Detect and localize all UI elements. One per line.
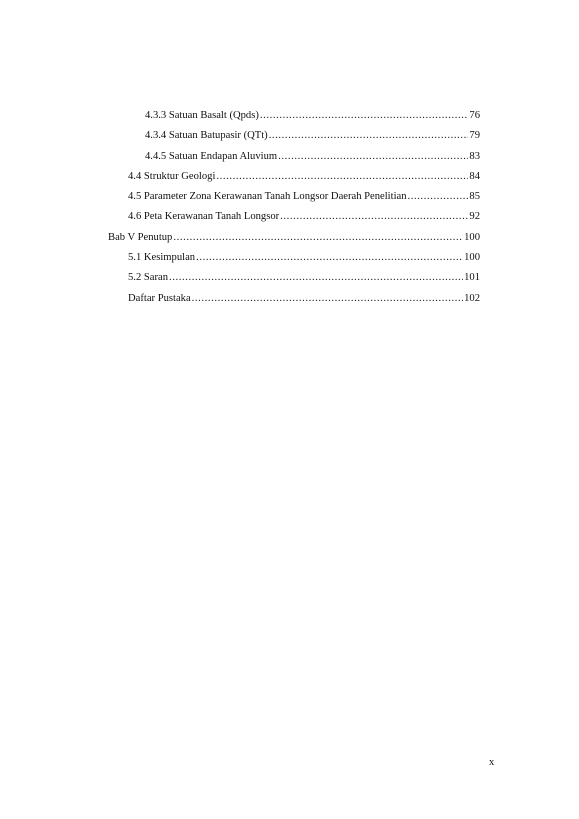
dot-leader (169, 272, 463, 284)
toc-entry-title: 4.3.4 Satuan Batupasir (QTt) (145, 130, 268, 142)
toc-entry-page: 83 (469, 150, 480, 162)
dot-leader (173, 232, 463, 244)
toc-entry[interactable] (108, 171, 480, 191)
toc-entry-page: 85 (469, 191, 480, 203)
toc-entry-title: 4.3.3 Satuan Basalt (Qpds) (145, 110, 259, 121)
page-number: x (489, 757, 495, 768)
toc-entry[interactable] (108, 252, 480, 272)
toc-entry-page: 84 (469, 170, 480, 182)
toc-entry-page: 101 (464, 272, 480, 284)
toc-entry[interactable] (108, 151, 480, 171)
toc-entry-title: Bab V Penutup (108, 231, 173, 243)
toc-entry-page: 79 (469, 130, 480, 142)
toc-entry-page: 92 (469, 211, 480, 223)
dot-leader (280, 211, 468, 223)
toc-entry[interactable] (108, 130, 480, 150)
toc-entry[interactable] (108, 191, 480, 211)
toc-entry-page: 100 (464, 231, 480, 243)
dot-leader (278, 151, 468, 163)
toc-entry-title: Daftar Pustaka (128, 292, 191, 304)
dot-leader (260, 110, 469, 122)
toc-entry[interactable] (108, 211, 480, 231)
toc-entry-title: 5.2 Saran (128, 272, 169, 284)
dot-leader (196, 252, 463, 264)
dot-leader (408, 191, 469, 203)
toc-entry[interactable] (108, 293, 480, 313)
toc-entry-page: 100 (464, 252, 480, 264)
toc-entry[interactable] (108, 232, 480, 252)
toc-entry[interactable] (108, 272, 480, 292)
dot-leader (269, 130, 469, 142)
toc-entry-title: 5.1 Kesimpulan (128, 252, 196, 264)
toc-entry-title: 4.5 Parameter Zona Kerawanan Tanah Longsor Daerah Penelitian (128, 191, 407, 203)
toc-entry-page: 102 (464, 292, 480, 304)
table-of-contents (108, 110, 480, 313)
toc-entry-title: 4.4.5 Satuan Endapan Aluvium (145, 150, 278, 162)
dot-leader (192, 293, 463, 305)
toc-entry[interactable] (108, 110, 480, 130)
toc-entry-title: 4.4 Struktur Geologi (128, 170, 216, 182)
dot-leader (216, 171, 468, 183)
toc-entry-page: 76 (469, 110, 480, 121)
toc-entry-title: 4.6 Peta Kerawanan Tanah Longsor (128, 211, 280, 223)
